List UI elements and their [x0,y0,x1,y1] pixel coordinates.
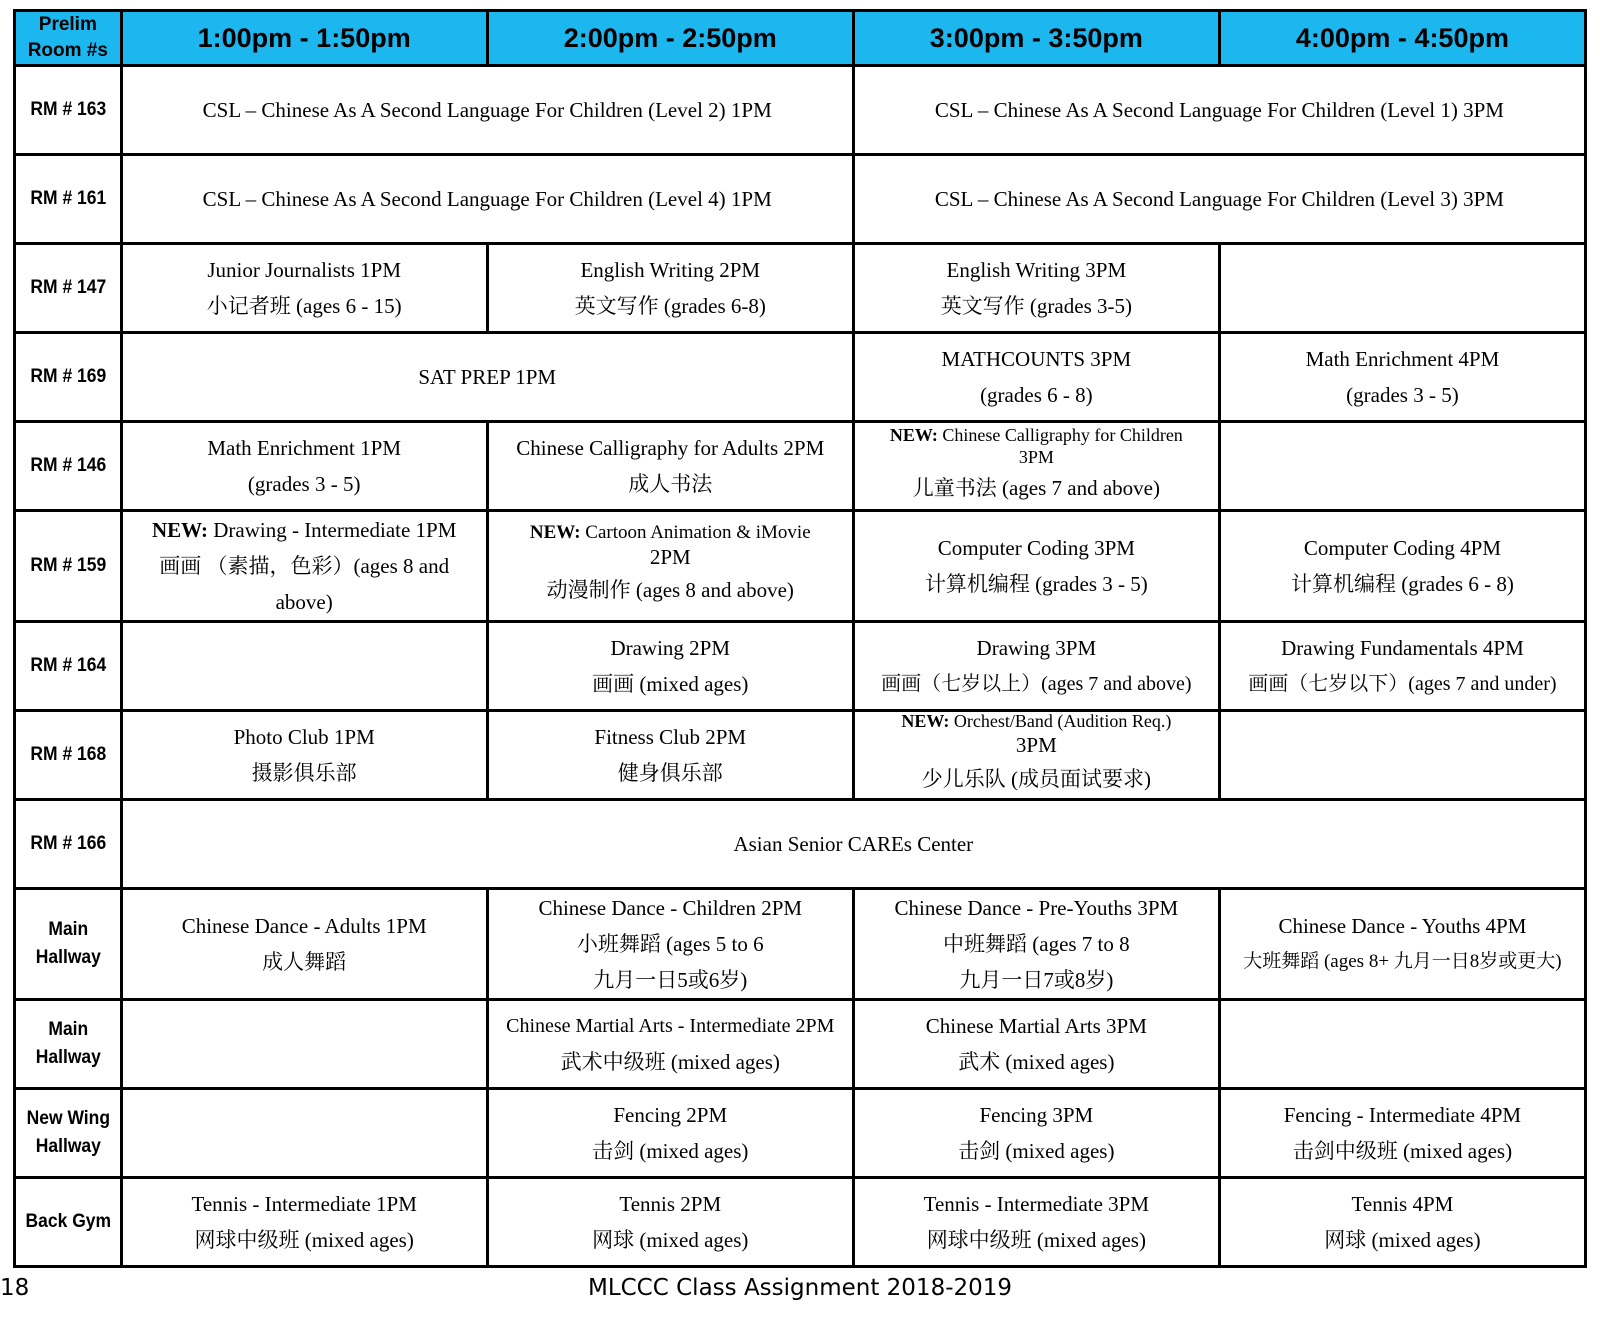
class-cell: SAT PREP 1PM [121,333,853,422]
class-cell: English Writing 2PM 英文写作 (grades 6-8) [487,244,853,333]
table-row [15,155,1586,244]
class-cell: Chinese Dance - Children 2PM 小班舞蹈 (ages 5 to 6 九月一日5或6岁) [487,889,853,1000]
class-cell: Drawing Fundamentals 4PM 画画（七岁以下）(ages 7 and under) [1219,622,1585,711]
class-cell: CSL – Chinese As A Second Language For Children (Level 4) 1PM [121,155,853,244]
room-label: Main Hallway [19,889,117,1000]
header-row [15,11,1586,66]
new-badge: NEW: [901,711,950,731]
class-cell: NEW: Drawing - Intermediate 1PM 画画 （素描，色彩）(ages 8 and above) [121,511,487,622]
table-row [15,333,1586,422]
table-row [15,711,1586,800]
class-cell: Chinese Martial Arts - Intermediate 2PM 武术中级班 (mixed ages) [487,1000,853,1089]
room-label: RM # 159 [19,511,117,622]
class-cell: Drawing 2PM 画画 (mixed ages) [487,622,853,711]
page-number: 18 [0,1275,30,1301]
table-row [15,66,1586,155]
class-cell: Computer Coding 4PM 计算机编程 (grades 6 - 8) [1219,511,1585,622]
room-label: Main Hallway [19,1000,117,1089]
class-cell: Chinese Dance - Adults 1PM 成人舞蹈 [121,889,487,1000]
table-row [15,1178,1586,1267]
class-cell: CSL – Chinese As A Second Language For Children (Level 3) 3PM [853,155,1585,244]
class-cell: NEW: Chinese Calligraphy for Children 3PM 儿童书法 (ages 7 and above) [853,422,1219,511]
time-slot-header-3: 3:00pm - 3:50pm [853,11,1219,66]
room-column-header: Prelim Room #s [15,11,122,66]
empty-cell [1219,1000,1585,1089]
class-cell: MATHCOUNTS 3PM (grades 6 - 8) [853,333,1219,422]
table-row [15,800,1586,889]
room-label: RM # 147 [19,244,117,333]
class-cell: Fencing 3PM 击剑 (mixed ages) [853,1089,1219,1178]
class-cell: Drawing 3PM 画画（七岁以上）(ages 7 and above) [853,622,1219,711]
room-label: RM # 168 [19,711,117,800]
footer-title: MLCCC Class Assignment 2018-2019 [587,1275,1013,1301]
table-row [15,889,1586,1000]
new-badge: NEW: [151,518,208,542]
new-badge: NEW: [529,522,581,543]
class-cell: Tennis - Intermediate 1PM 网球中级班 (mixed ages) [121,1178,487,1267]
room-label: RM # 161 [19,155,117,244]
class-cell: Computer Coding 3PM 计算机编程 (grades 3 - 5) [853,511,1219,622]
time-slot-header-2: 2:00pm - 2:50pm [487,11,853,66]
class-cell: English Writing 3PM 英文写作 (grades 3-5) [853,244,1219,333]
room-label: Back Gym [19,1178,117,1267]
empty-cell [121,622,487,711]
new-badge: NEW: [889,425,938,445]
empty-cell [1219,711,1585,800]
class-cell: Chinese Martial Arts 3PM 武术 (mixed ages) [853,1000,1219,1089]
class-cell: NEW: Orchest/Band (Audition Req.) 3PM 少儿乐队 (成员面试要求) [853,711,1219,800]
room-label: RM # 166 [19,800,117,889]
room-label: RM # 164 [19,622,117,711]
class-cell: Tennis 2PM 网球 (mixed ages) [487,1178,853,1267]
table-row [15,1089,1586,1178]
empty-cell [121,1089,487,1178]
room-label: RM # 169 [19,333,117,422]
class-cell: Fencing - Intermediate 4PM 击剑中级班 (mixed ages) [1219,1089,1585,1178]
class-cell: Chinese Dance - Pre-Youths 3PM 中班舞蹈 (ages 7 to 8 九月一日7或8岁) [853,889,1219,1000]
class-cell: CSL – Chinese As A Second Language For Children (Level 2) 1PM [121,66,853,155]
class-cell: Chinese Calligraphy for Adults 2PM 成人书法 [487,422,853,511]
class-cell: Fencing 2PM 击剑 (mixed ages) [487,1089,853,1178]
empty-cell [1219,244,1585,333]
table-row [15,244,1586,333]
time-slot-header-1: 1:00pm - 1:50pm [121,11,487,66]
class-cell: Junior Journalists 1PM 小记者班 (ages 6 - 15) [121,244,487,333]
room-label: New Wing Hallway [19,1089,117,1178]
class-cell: Tennis 4PM 网球 (mixed ages) [1219,1178,1585,1267]
empty-cell [1219,422,1585,511]
room-label: RM # 146 [19,422,117,511]
class-cell: Asian Senior CAREs Center [121,800,1585,889]
class-cell: Photo Club 1PM 摄影俱乐部 [121,711,487,800]
schedule-table [13,9,1587,1268]
table-row [15,422,1586,511]
table-row [15,511,1586,622]
table-row [15,1000,1586,1089]
table-row [15,622,1586,711]
class-cell: Math Enrichment 1PM (grades 3 - 5) [121,422,487,511]
room-label: RM # 163 [19,66,117,155]
class-cell: Tennis - Intermediate 3PM 网球中级班 (mixed ages) [853,1178,1219,1267]
time-slot-header-4: 4:00pm - 4:50pm [1219,11,1585,66]
empty-cell [121,1000,487,1089]
class-cell: Fitness Club 2PM 健身俱乐部 [487,711,853,800]
class-cell: CSL – Chinese As A Second Language For Children (Level 1) 3PM [853,66,1585,155]
class-cell: Math Enrichment 4PM (grades 3 - 5) [1219,333,1585,422]
class-cell: Chinese Dance - Youths 4PM 大班舞蹈 (ages 8+ 九月一日8岁或更大) [1219,889,1585,1000]
class-cell: NEW: Cartoon Animation & iMovie 2PM 动漫制作 (ages 8 and above) [487,511,853,622]
